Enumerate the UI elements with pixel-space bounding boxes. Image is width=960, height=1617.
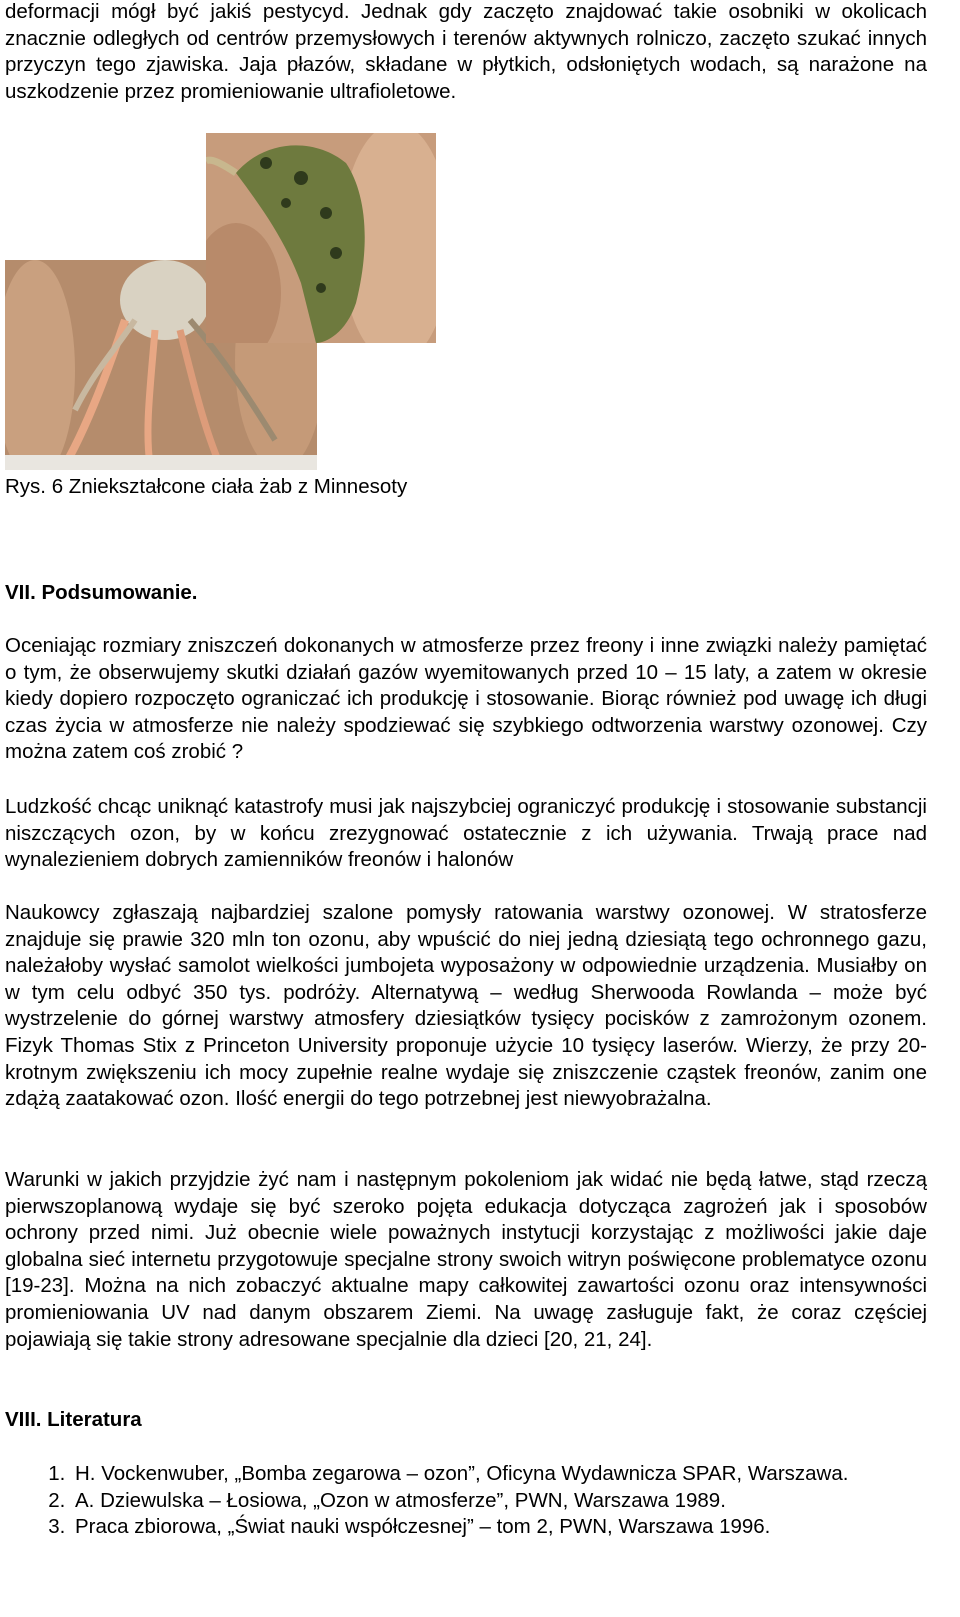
reference-list xyxy=(5,1461,927,1541)
reference-item: 2. A. Dziewulska – Łosiowa, „Ozon w atmosferze”, PWN, Warszawa 1989. xyxy=(71,1488,927,1515)
frog-figure xyxy=(5,133,445,473)
reference-item: 1. H. Vockenwuber, „Bomba zegarowa – ozon”, Oficyna Wydawnicza SPAR, Warszawa. xyxy=(71,1461,927,1488)
reference-item: 3. Praca zbiorowa, „Świat nauki współczesnej” – tom 2, PWN, Warszawa 1996. xyxy=(71,1514,927,1541)
summary-paragraph: Naukowcy zgłaszają najbardziej szalone pomysły ratowania warstwy ozonowej. W stratosferze znajduje się prawie 320 mln ton ozonu, aby wpuścić do niej jedną dziesiątą tego ochronnego gazu, należałoby wysłać samolot wielkości jumbojeta wyposażony w odpowiednie urządzenia. Musiałby on w tym celu odbyć 350 tys. podróży. Alternatywą – według Sherwooda Rowlanda – może być wystrzelenie do górnej warstwy atmosfery dziesiątków tysięcy pocisków z zamrożonym ozonem. Fizyk Thomas Stix z Princeton University proponuje użycie 10 tysięcy laserów. Wierzy, że przy 20-krotnym zwiększeniu ich mocy zupełnie realne wydaje się zniszczenie cząstek freonów, zanim one zdążą zaatakować ozon. Ilość energii do tego potrzebnej jest niewyobrażalna. xyxy=(5,901,927,1111)
intro-paragraph: deformacji mógł być jakiś pestycyd. Jednak gdy zaczęto znajdować takie osobniki w okolicach znacznie odległych od centrów przemysłowych i terenów aktywnych rolniczo, zaczęto szukać innych przyczyn tego zjawiska. Jaja płazów, składane w płytkich, odsłoniętych wodach, są narażone na uszkodzenie przez promieniowanie ultrafioletowe. xyxy=(5,0,927,103)
frog-photo-right xyxy=(206,133,436,343)
section-heading-summary: VII. Podsumowanie. xyxy=(5,581,198,604)
summary-paragraph: Warunki w jakich przyjdzie żyć nam i następnym pokoleniom jak widać nie będą łatwe, stąd rzeczą pierwszoplanową wydaje się być szeroko pojęta edukacja dotycząca zagrożeń jak i sposobów ochrony przed nimi. Już obecnie wiele poważnych instytucji korzystając z możliwości jakie daje globalna sieć internetu przygotowuje specjalne strony swoich witryn poświęcone problematyce ozonu [19-23]. Można na nich zobaczyć aktualne mapy całkowitej zawartości ozonu oraz intensywności promieniowania UV nad danym obszarem Ziemi. Na uwagę zasługuje fakt, że coraz częściej pojawiają się takie strony adresowane specjalnie dla dzieci [20, 21, 24]. xyxy=(5,1168,927,1351)
figure-caption: Rys. 6 Zniekształcone ciała żab z Minnesoty xyxy=(5,475,408,498)
summary-paragraph: Ludzkość chcąc uniknąć katastrofy musi jak najszybciej ograniczyć produkcję i stosowanie substancji niszczących ozon, by w końcu zrezygnować ostatecznie z ich używania. Trwają prace nad wynalezieniem dobrych zamienników freonów i halonów xyxy=(5,795,927,872)
section-heading-literature: VIII. Literatura xyxy=(5,1408,142,1431)
summary-paragraph: Oceniając rozmiary zniszczeń dokonanych w atmosferze przez freony i inne związki należy pamiętać o tym, że obserwujemy skutki działań gazów wyemitowanych przed 10 – 15 laty, a zatem w okresie kiedy dopiero rozpoczęto ograniczać ich produkcję i stosowanie. Biorąc również pod uwagę ich długi czas życia w atmosferze nie należy spodziewać się szybkiego odtworzenia warstwy ozonowej. Czy można zatem coś zrobić ? xyxy=(5,634,927,764)
